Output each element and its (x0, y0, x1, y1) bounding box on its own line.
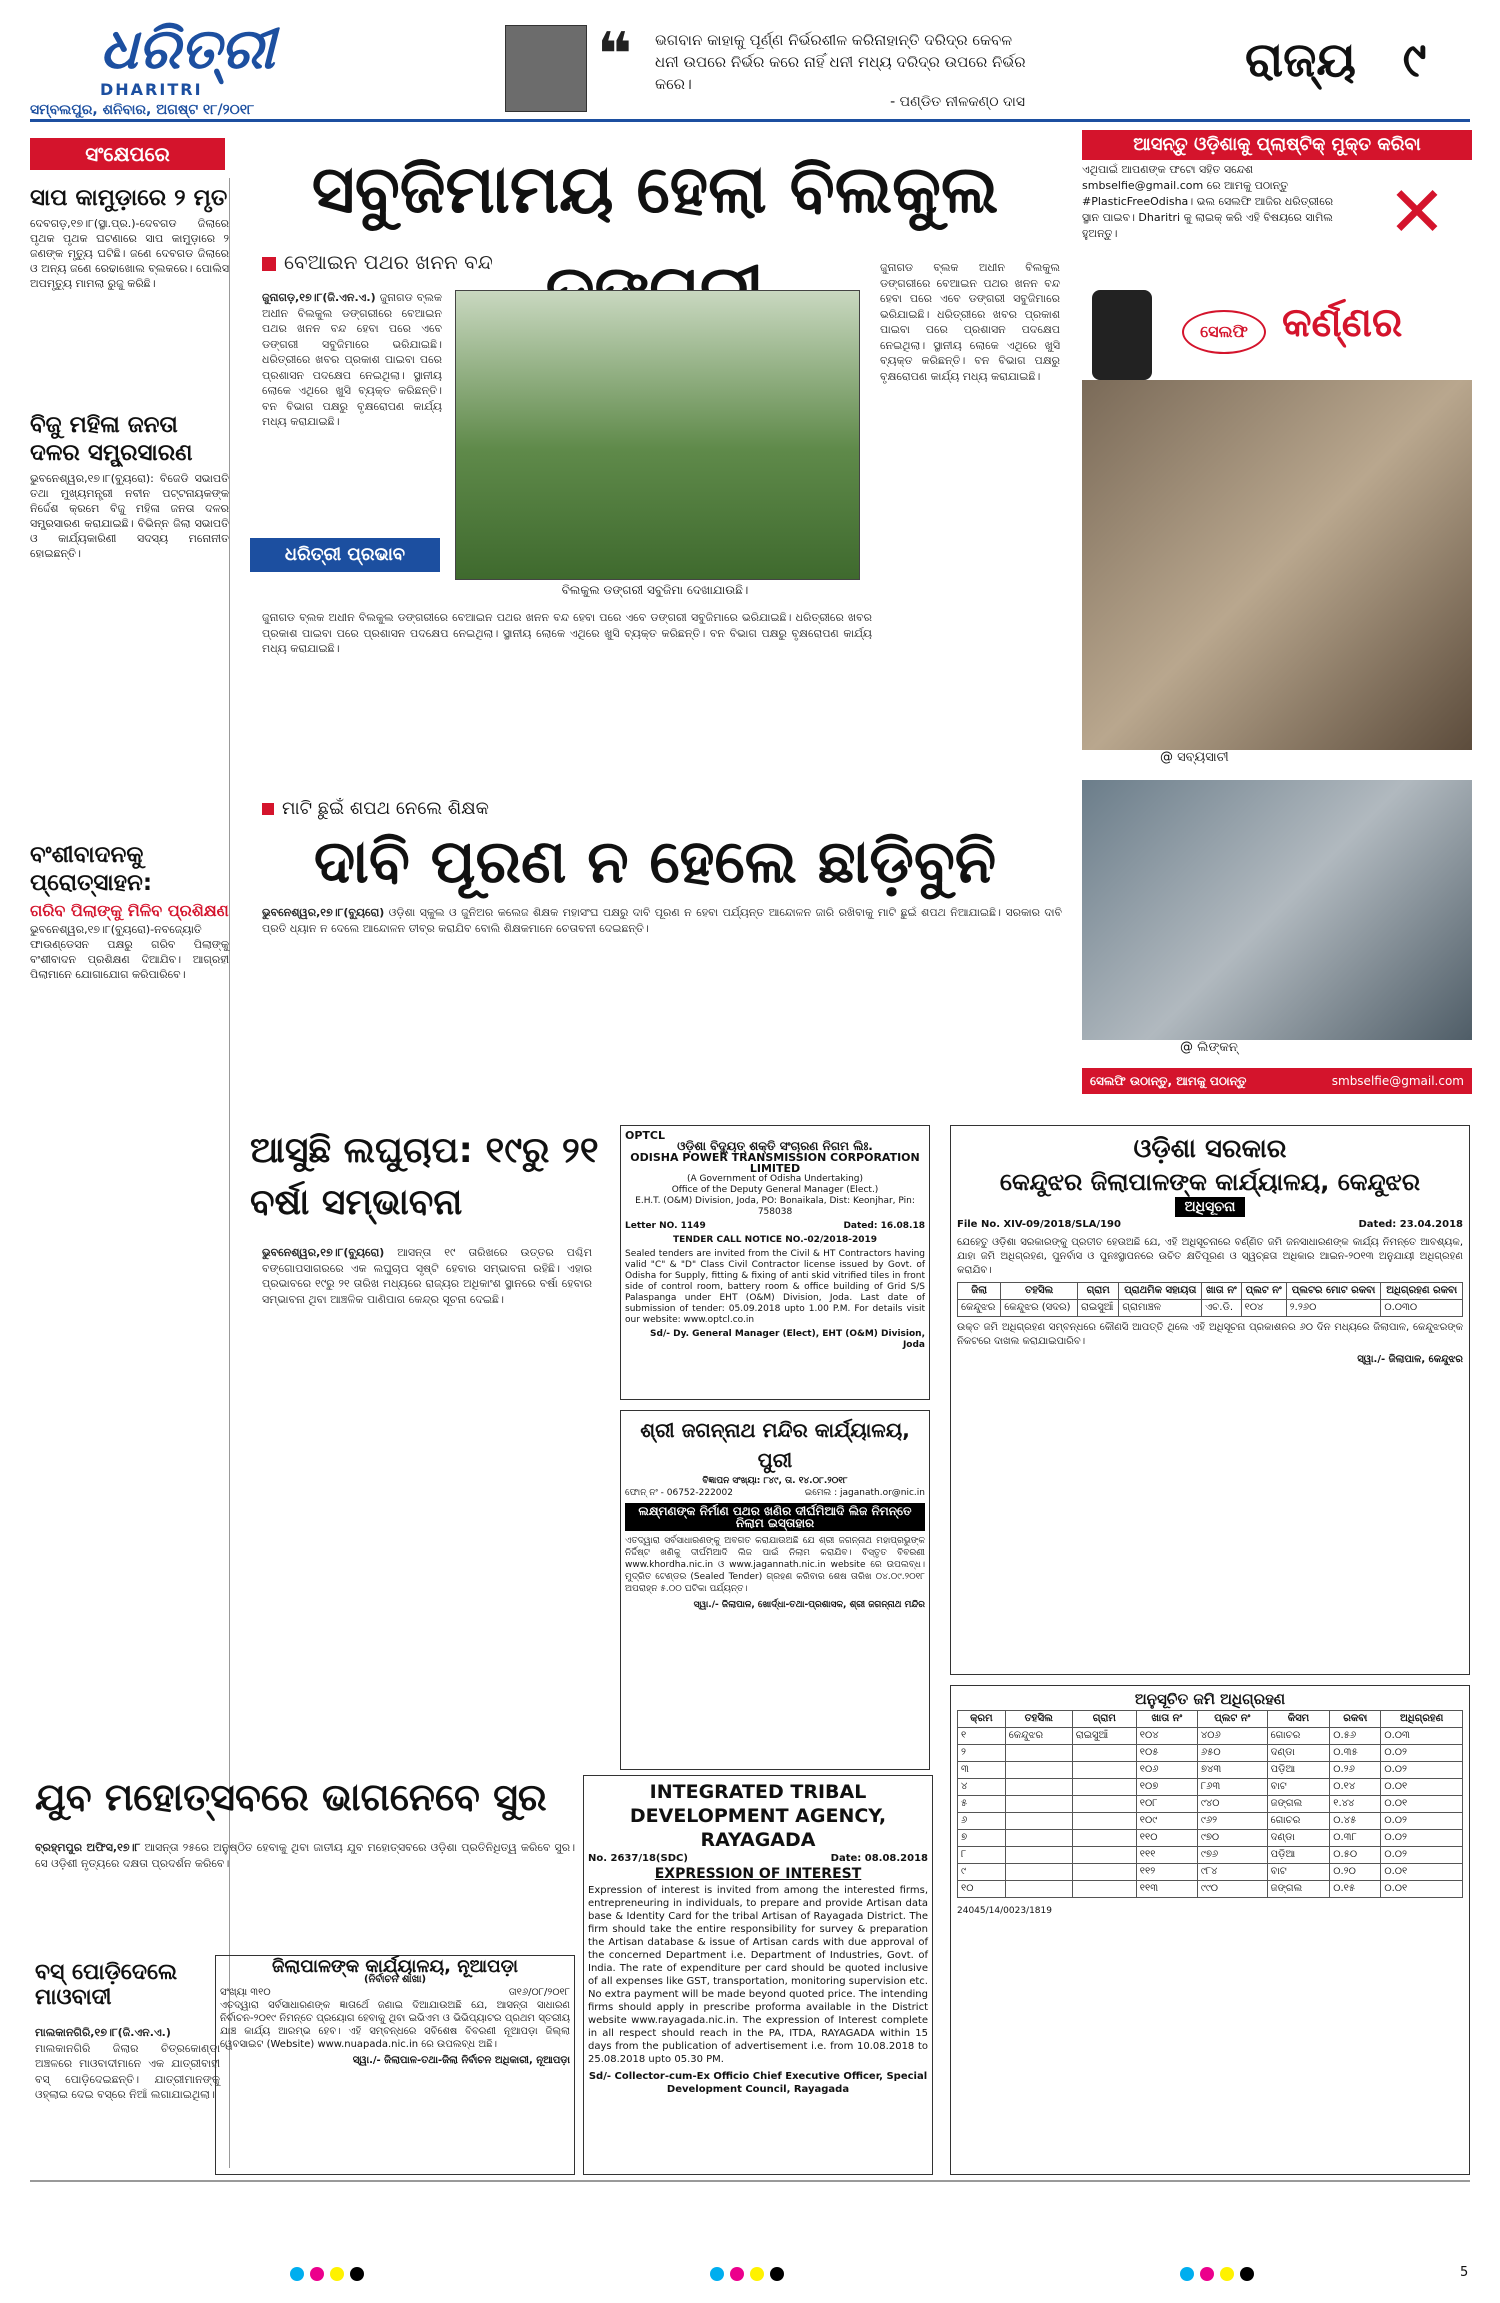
brief-3 (30, 841, 229, 982)
nuapada-no: ସଂଖ୍ୟା ୩୧୦ (220, 1987, 271, 1998)
keonjhar-notif: ଅଧିସୂଚନା (1175, 1197, 1246, 1217)
footer-page-number: 5 (1460, 2265, 1469, 2280)
optcl-logo: OPTCL (625, 1129, 665, 1142)
jagannath-body: ଏତଦ୍ୱାରା ସର୍ବସାଧାରଣଙ୍କୁ ଅବଗତ କରାଯାଉଅଛି ଯେ ଶ୍ରୀ ଜଗନ୍ନାଥ ମହାପ୍ରଭୁଙ୍କ ନିର୍ଦ୍ଦିଷ୍ଟ ଖଣିକୁ ଦୀର୍ଘମିଆଦି ଲିଜ ପାଇଁ ନିଲାମ କରାଯିବ। ବିସ୍ତୃତ ବିବରଣୀ www.khordha.nic.in ଓ www.jagannath.nic.in website ରେ ଉପଲବ୍ଧ। ମୁଦ୍ରିତ ଟେଣ୍ଡର (Sealed Tender) ଗ୍ରହଣ କରିବାର ଶେଷ ତାରିଖ ୦୪.୦୯.୨୦୧୮ ଅପରାହ୍ନ ୫.୦୦ ଘଟିକା ପର୍ଯ୍ୟନ୍ତ। (625, 1536, 925, 1594)
quote-icon: ❝ (597, 20, 633, 90)
cross-hands-icon: ✕ (1387, 171, 1447, 253)
nuapada-body: ଏତଦ୍ୱାରା ସର୍ବସାଧାରଣଙ୍କ ଜ୍ଞାତାର୍ଥେ ଜଣାଇ ଦିଆଯାଉଅଛି ଯେ, ଆସନ୍ତା ସାଧାରଣ ନିର୍ବାଚନ-୨୦୧୯ ନିମନ୍ତେ ପ୍ରୟୋଗ ହେବାକୁ ଥିବା ଇଭିଏମ ଓ ଭିଭିପ୍ୟାଟର ପ୍ରଥମ ସ୍ତରୀୟ ଯାଞ୍ଚ କାର୍ଯ୍ୟ ଆରମ୍ଭ ହେବ। ଏହି ସମ୍ବନ୍ଧରେ ସବିଶେଷ ବିବରଣୀ ନୂଆପଡ଼ା ଜିଲ୍ଲା ୱେବସାଇଟ (Website) www.nuapada.nic.in ରେ ଉପଲବ୍ଧ ଅଛି। (220, 2000, 570, 2050)
brief-1 (30, 184, 229, 291)
nuapada-date: ତା୧୬/୦୮/୨୦୧୮ (508, 1987, 570, 1998)
keonjhar-dated: Dated: 23.04.2018 (1358, 1219, 1463, 1230)
schedule-code: 24045/14/0023/1819 (957, 1906, 1052, 1916)
quote-box (505, 20, 1026, 110)
maoist-body: ମାଲକାନଗିରି,୧୭।୮(ଜି.ଏନ.ଏ.) ମାଲକାନଗିରି ଜିଲାର ଚିତ୍ରକୋଣ୍ଡା ଅଞ୍ଚଳରେ ମାଓବାଦୀମାନେ ଏକ ଯାତ୍ରୀବାହୀ ବସ୍ ପୋଡ଼ିଦେଇଛନ୍ତି। ଯାତ୍ରୀମାନଙ୍କୁ ଓହ୍ଲାଇ ଦେଇ ବସ୍‌ରେ ନିଆଁ ଲଗାଯାଇଥିଲା। (35, 2026, 220, 2101)
quote-author: - ପଣ୍ଡିତ ନୀଳକଣ୍ଠ ଦାସ (890, 94, 1025, 110)
page-number: ୯ (1402, 32, 1427, 88)
masthead-logo (100, 17, 275, 100)
brief-body: ଦେବଗଡ଼,୧୭।୮(ସ୍ଥା.ପ୍ର.)-ଦେବଗଡ ଜିଲାରେ ପୃଥକ ପୃଥକ ଘଟଣାରେ ସାପ କାମୁଡ଼ାରେ ୨ ଜଣଙ୍କ ମୃତ୍ୟୁ ଘଟିଛି। ଜଣେ ଦେବଗଡ ଜିଲାରେ ଓ ଅନ୍ୟ ଜଣେ ରେଢାଖୋଲ ବ୍ଲକରେ। ପୋଲିସ ଅପମୃତ୍ୟୁ ମାମଲା ରୁଜୁ କରିଛି। (30, 217, 229, 290)
selfie-tag: ସେଲଫି (1182, 310, 1266, 354)
optcl-subtitle: (A Government of Odisha Undertaking) (686, 1174, 864, 1184)
table-row: କେନ୍ଦୁଝର କେନ୍ଦୁଝର (ସଦର) ରାଇସୁଆଁ ଗ୍ରାମାଞ୍ଚଳ ଏଚ.ଡି. ୧୦୪ ୨.୨୬୦ ୦.୦୩୦ (958, 1300, 1463, 1317)
optcl-sign: Sd/- Dy. General Manager (Elect), EHT (O&M) Division, Joda (650, 1329, 925, 1350)
table-row: ୯ ୧୧୨ ୯୮୪ ବାଟ ୦.୨୦ ୦.୦୧ (958, 1864, 1463, 1881)
optcl-notice: TENDER CALL NOTICE NO.-02/2018-2019 (672, 1235, 878, 1245)
registration-marks (710, 2266, 790, 2282)
maoist-headline: ବସ୍ ପୋଡ଼ିଦେଲେ ମାଓବାଦୀ (35, 1960, 178, 2010)
story2-body: ଭୁବନେଶ୍ୱର,୧୭।୮(ବ୍ୟୁରୋ) ଓଡ଼ିଶା ସ୍କୁଲ ଓ ଜୁନିଅର କଲେଜ ଶିକ୍ଷକ ମହାସଂଘ ପକ୍ଷରୁ ଦାବି ପୂରଣ ନ ହେବା ପର୍ଯ୍ୟନ୍ତ ଆନ୍ଦୋଳନ ଜାରି ରଖିବାକୁ ମାଟି ଛୁଇଁ ଶପଥ ନିଆଯାଇଛି। ସରକାର ଦାବି ପ୍ରତି ଧ୍ୟାନ ନ ଦେଲେ ଆନ୍ଦୋଳନ ତୀବ୍ର କରାଯିବ ବୋଲି ଶିକ୍ଷକମାନେ ଚେତାବନୀ ଦେଇଛନ୍ତି। (262, 906, 1062, 935)
youth-headline: ଯୁବ ମହୋତ୍ସବରେ ଭାଗନେବେ ସୁର (35, 1775, 547, 1819)
itda-title: INTEGRATED TRIBAL DEVELOPMENT AGENCY, RAYAGADA (629, 1781, 887, 1851)
author-portrait (505, 25, 587, 112)
selfie-caption-2: @ ଲିଙ୍କନ୍ (1180, 1040, 1238, 1055)
logo-text: ଧରିତ୍ରୀ (100, 17, 275, 82)
section-header (1245, 20, 1475, 100)
keonjhar-ad (950, 1125, 1470, 1675)
optcl-title: ODISHA POWER TRANSMISSION CORPORATION LIMITED (630, 1151, 920, 1175)
phone-icon (1092, 290, 1152, 380)
brief-subhead: ଗରିବ ପିଲାଙ୍କୁ ମିଳିବ ପ୍ରଶିକ୍ଷଣ (30, 901, 229, 920)
lead-body-col1: ଜୁନାଗଡ଼,୧୭।୮(ଜି.ଏନ.ଏ.) ଜୁନାଗଡ ବ୍ଲକ ଅଧୀନ ବିଲକୁଲ ଡଙ୍ଗରୀରେ ବେଆଇନ ପଥର ଖନନ ବନ୍ଦ ହେବା ପରେ ଏବେ ଡଙ୍ଗରୀ ସବୁଜିମାରେ ଭରିଯାଇଛି। ଧରିତ୍ରୀରେ ଖବର ପ୍ରକାଶ ପାଇବା ପରେ ପ୍ରଶାସନ ପଦକ୍ଷେପ ନେଇଥିଲା। ସ୍ଥାନୀୟ ଲୋକେ ଏଥିରେ ଖୁସି ବ୍ୟକ୍ତ କରିଛନ୍ତି। ବନ ବିଭାଗ ପକ୍ଷରୁ ବୃକ୍ଷରୋପଣ କାର୍ଯ୍ୟ ମଧ୍ୟ କରାଯାଇଛି। (262, 291, 442, 428)
keonjhar-body: ଯେହେତୁ ଓଡ଼ିଶା ସରକାରଙ୍କୁ ପ୍ରତୀତ ହେଉଅଛି ଯେ, ଏହି ଅଧିସୂଚନାରେ ବର୍ଣ୍ଣିତ ଜମି ଜନସାଧାରଣଙ୍କ କାର୍ଯ୍ୟ ନିମନ୍ତେ ଆବଶ୍ୟକ, ଯାହା ଜମି ଅଧିଗ୍ରହଣ, ପୁନର୍ବାସ ଓ ପୁନଃସ୍ଥାପନରେ ଉଚିତ କ୍ଷତିପୂରଣ ଓ ସ୍ୱଚ୍ଛତା ଅଧିକାର ଆଇନ-୨୦୧୩ ଅନୁଯାୟୀ ଅଧିଗ୍ରହଣ କରାଯିବ। (957, 1237, 1463, 1276)
table-row: ୧ କେନ୍ଦୁଝର ରାଇସୁଆଁ ୧୦୪ ୪୦୬ ଗୋଚର ୦.୫୬ ୦.୦୩ (958, 1728, 1463, 1745)
lead-body-bottom: ଜୁନାଗଡ ବ୍ଲକ ଅଧୀନ ବିଲକୁଲ ଡଙ୍ଗରୀରେ ବେଆଇନ ପଥର ଖନନ ବନ୍ଦ ହେବା ପରେ ଏବେ ଡଙ୍ଗରୀ ସବୁଜିମାରେ ଭରିଯାଇଛି। ଧରିତ୍ରୀରେ ଖବର ପ୍ରକାଶ ପାଇବା ପରେ ପ୍ରଶାସନ ପଦକ୍ଷେପ ନେଇଥିଲା। ସ୍ଥାନୀୟ ଲୋକେ ଏଥିରେ ଖୁସି ବ୍ୟକ୍ତ କରିଛନ୍ତି। ବନ ବିଭାଗ ପକ୍ଷରୁ ବୃକ୍ଷରୋପଣ କାର୍ଯ୍ୟ ମଧ୍ୟ କରାଯାଇଛି। (262, 611, 872, 655)
brief-headline: ବଂଶୀବାଦନକୁ ପ୍ରୋତ୍ସାହନ: (30, 842, 153, 896)
table-row: ୭ ୧୧୦ ୯୭୦ ଦଣ୍ଡା ୦.୩୮ ୦.୦୨ (958, 1830, 1463, 1847)
keonjhar-sign: ସ୍ୱା./- ଜିଲାପାଳ, କେନ୍ଦୁଝର (1357, 1354, 1463, 1365)
optcl-letter: Letter NO. 1149 (625, 1221, 706, 1231)
optcl-dated: Dated: 16.08.18 (843, 1221, 925, 1231)
registration-marks (1180, 2266, 1260, 2282)
keonjhar-table: ଜିଲା ତହସିଲ ଗ୍ରାମ ପ୍ରାଥମିକ ସହାୟତା ଖାତା ନଂ ପ୍ଲଟ ନଂ ପ୍ଲଟର ମୋଟ ରକବା ଅଧିଗ୍ରହଣ ରକବା କେନ୍ଦୁଝର କେନ୍ଦୁଝର (ସଦର) ରାଇସୁଆଁ ଗ୍ରାମାଞ୍ଚଳ ଏଚ.ଡି. ୧୦୪ ୨.୨୬୦ ୦.୦୩୦ (957, 1282, 1463, 1317)
plastic-free-promo: ଏଥିପାଇଁ ଆପଣଙ୍କ ଫଟୋ ସହିତ ସନ୍ଦେଶ smbselfie@gmail.com ରେ ଆମକୁ ପଠାନ୍ତୁ #PlasticFreeOdisha। ଭଲ ସେଲଫି ଆଜିର ଧରିତ୍ରୀରେ ସ୍ଥାନ ପାଇବ। Dharitri କୁ ଲାଇକ୍ କରି ଏହି ବିଷୟରେ ସାମିଲ ହୁଅନ୍ତୁ। ✕ (1082, 162, 1472, 272)
keonjhar-schedule (950, 1685, 1470, 2175)
table-row: ୮ ୧୧୧ ୯୭୬ ପଡ଼ିଆ ୦.୫୦ ୦.୦୨ (958, 1847, 1463, 1864)
brief-headline: ସାପ କାମୁଡ଼ାରେ ୨ ମୃତ (30, 185, 228, 211)
lead-kicker: ବେଆଇନ ପଥର ଖନନ ବନ୍ଦ (262, 250, 662, 278)
lead-headline: ସବୁଜିମାମୟ ହେଲା ବିଲକୁଲ (311, 151, 999, 228)
selfie-corner-header (1082, 280, 1472, 380)
story2-headline: ଦାବି ପୂରଣ ନ ହେଲେ ଛାଡ଼ିବୁନି (313, 827, 997, 897)
quote-text: ଭଗବାନ କାହାକୁ ପୂର୍ଣ୍ଣ ନିର୍ଭରଶୀଳ କରିନାହାନ୍ତି ଦରିଦ୍ର କେବଳ ଧନୀ ଉପରେ ନିର୍ଭର କରେ ନାହିଁ ଧନୀ ମଧ୍ୟ ଦରିଦ୍ର ଉପରେ ନିର୍ଭର କରେ। (655, 31, 1026, 93)
itda-date: Date: 08.08.2018 (830, 1853, 928, 1864)
schedule-title: ଅନୁସୂଚିତ ଜମି ଅଧିଗ୍ରହଣ (1134, 1690, 1286, 1708)
hill-photo (455, 290, 860, 580)
weather-body: ଭୁବନେଶ୍ୱର,୧୭।୮(ବ୍ୟୁରୋ) ଆସନ୍ତା ୧୯ ତାରିଖରେ ଉତ୍ତର ପଶ୍ଚିମ ବଙ୍ଗୋପସାଗରରେ ଏକ ଲଘୁଚାପ ସୃଷ୍ଟି ହେବାର ସମ୍ଭାବନା ରହିଛି। ଏହାର ପ୍ରଭାବରେ ୧୯ରୁ ୨୧ ତାରିଖ ମଧ୍ୟରେ ରାଜ୍ୟର ଅଧିକାଂଶ ସ୍ଥାନରେ ବର୍ଷା ହେବାର ସମ୍ଭାବନା ଥିବା ଆଞ୍ଚଳିକ ପାଣିପାଗ କେନ୍ଦ୍ର ସୂଚନା ଦେଇଛି। (262, 1246, 593, 1306)
jagannath-title: ଶ୍ରୀ ଜଗନ୍ନାଥ ମନ୍ଦିର କାର୍ଯ୍ୟାଳୟ, ପୁରୀ (640, 1418, 910, 1472)
brief-headline: ବିଜୁ ମହିଳା ଜନତା ଦଳର ସମ୍ପ୍ରସାରଣ (30, 412, 193, 466)
table-row: ୨ ୧୦୫ ୬୫୦ ଦଣ୍ଡା ୦.୩୫ ୦.୦୨ (958, 1745, 1463, 1762)
keonjhar-gov: ଓଡ଼ିଶା ସରକାର (1133, 1134, 1287, 1164)
selfie-photo-2 (1082, 780, 1472, 1040)
briefs-tag: ସଂକ୍ଷେପରେ (30, 138, 225, 170)
table-row: ୩ ୧୦୬ ୭୪୩ ପଡ଼ିଆ ୦.୨୬ ୦.୦୨ (958, 1762, 1463, 1779)
registration-marks (290, 2266, 370, 2282)
optcl-ad (620, 1125, 930, 1400)
logo-subtext: DHARITRI (100, 80, 203, 99)
photo-caption: ବିଲକୁଲ ଡଙ୍ଗରୀ ସବୁଜିମା ଦେଖାଯାଉଛି। (561, 583, 749, 597)
nuapada-title: ଜିଲାପାଳଙ୍କ କାର୍ଯ୍ୟାଳୟ, ନୂଆପଡ଼ା (271, 1956, 519, 1977)
keonjhar-title: କେନ୍ଦୁଝର ଜିଲାପାଳଙ୍କ କାର୍ଯ୍ୟାଳୟ, କେନ୍ଦୁଝର (999, 1168, 1421, 1196)
lead-body-col3: ଜୁନାଗଡ ବ୍ଲକ ଅଧୀନ ବିଲକୁଲ ଡଙ୍ଗରୀରେ ବେଆଇନ ପଥର ଖନନ ବନ୍ଦ ହେବା ପରେ ଏବେ ଡଙ୍ଗରୀ ସବୁଜିମାରେ ଭରିଯାଇଛି। ଧରିତ୍ରୀରେ ଖବର ପ୍ରକାଶ ପାଇବା ପରେ ପ୍ରଶାସନ ପଦକ୍ଷେପ ନେଇଥିଲା। ସ୍ଥାନୀୟ ଲୋକେ ଏଥିରେ ଖୁସି ବ୍ୟକ୍ତ କରିଛନ୍ତି। ବନ ବିଭାଗ ପକ୍ଷରୁ ବୃକ୍ଷରୋପଣ କାର୍ଯ୍ୟ ମଧ୍ୟ କରାଯାଇଛି। (880, 261, 1060, 383)
itda-ad (583, 1775, 933, 2175)
optcl-odia: ଓଡ଼ିଶା ବିଦ୍ୟୁତ୍ ଶକ୍ତି ସଂଚାରଣ ନିଗମ ଲିଃ. (677, 1139, 873, 1153)
nuapada-sign: ସ୍ୱା./- ଜିଲାପାଳ-ତଥା-ଜିଲା ନିର୍ବାଚନ ଅଧିକାରୀ, ନୂଆପଡ଼ା (352, 2055, 570, 2066)
itda-body: Expression of interest is invited from among the interested firms, entrepreneuring in individuals, to prepare and provide Artisan data base & Identity Card for the tribal Artisan of Rayagada District. The firm should take the entire responsibility for survey & preparation the Artisan database & issue of Artisan cards with due approval of the concerned Department i.e. Department of Industries, Govt. of India. The rate of expenditure per card should be quoted inclusive of all expenses like GST, transportation, monitoring supervision etc. No extra payment will be made beyond quoted price. The intending firms should apply in prescribe proforma available in the District website www.rayagada.nic.in. The expression of Interest complete in all respect should reach in the PA, ITDA, RAYAGADA within 15 days from the publication of advertisement i.e. from 10.08.2018 to 25.08.2018 upto 05.30 PM. (588, 1885, 928, 2065)
optcl-address: E.H.T. (O&M) Division, Joda, PO: Bonaikala, Dist: Keonjhar, Pin: 758038 (635, 1196, 915, 1217)
nuapada-sub: (ନିର୍ବାଚନ ଶାଖା) (363, 1974, 427, 1985)
itda-heading: EXPRESSION OF INTEREST (654, 1866, 862, 1882)
table-row: ୧୦ ୧୧୩ ୯୯୦ ଜଙ୍ଗଲ ୦.୧୫ ୦.୦୧ (958, 1881, 1463, 1898)
table-row: ୬ ୧୦୯ ୯୬୨ ଗୋଚର ୦.୪୫ ୦.୦୨ (958, 1813, 1463, 1830)
weather-headline: ଆସୁଛି ଲଘୁଚାପ: ୧୯ରୁ ୨୧ ବର୍ଷା ସମ୍ଭାବନା (250, 1130, 599, 1223)
brief-body: ଭୁବନେଶ୍ୱର,୧୭।୮(ବ୍ୟୁରୋ)-ନବଜ୍ୟୋତି ଫାଉଣ୍ଡେସନ ପକ୍ଷରୁ ଗରିବ ପିଲାଙ୍କୁ ବଂଶୀବାଦନ ପ୍ରଶିକ୍ଷଣ ଦିଆଯିବ। ଆଗ୍ରହୀ ପିଲାମାନେ ଯୋଗାଯୋଗ କରିପାରିବେ। (30, 923, 229, 981)
keonjhar-file: File No. XIV-09/2018/SLA/190 (957, 1219, 1121, 1230)
table-row: ୫ ୧୦୮ ୯୪୦ ଜଙ୍ଗଲ ୧.୪୪ ୦.୦୧ (958, 1796, 1463, 1813)
selfie-caption-1: @ ସବ୍ୟସାଚୀ (1160, 750, 1229, 765)
brief-body: ଭୁବନେଶ୍ୱର,୧୭।୮(ବ୍ୟୁରୋ): ବିଜେଡି ସଭାପତି ତଥା ମୁଖ୍ୟମନ୍ତ୍ରୀ ନବୀନ ପଟ୍ଟନାୟକଙ୍କ ନିର୍ଦ୍ଦେଶ କ୍ରମେ ବିଜୁ ମହିଳା ଜନତା ଦଳର ସମ୍ପ୍ରସାରଣ କରାଯାଇଛି। ବିଭିନ୍ନ ଜିଲା ସଭାପତି ଓ କାର୍ଯ୍ୟକାରିଣୀ ସଦସ୍ୟ ମନୋନୀତ ହୋଇଛନ୍ତି। (30, 472, 229, 560)
selfie-photo-1 (1082, 380, 1472, 750)
itda-no: No. 2637/18(SDC) (588, 1853, 688, 1864)
jagannath-phone: ଫୋନ୍ ନଂ - 06752-222002 (625, 1488, 733, 1498)
optcl-office: Office of the Deputy General Manager (Elect.) (671, 1185, 879, 1195)
nuapada-ad (215, 1955, 575, 2175)
plastic-free-banner: ଆସନ୍ତୁ ଓଡ଼ିଶାକୁ ପ୍ଲାଷ୍ଟିକ୍ ମୁକ୍ତ କରିବା (1082, 130, 1472, 160)
jagannath-sign: ସ୍ୱା./- ଜିଲାପାଳ, ଖୋର୍ଦ୍ଧା-ତଥା-ପ୍ରଶାସକ, ଶ୍ରୀ ଜଗନ୍ନାଥ ମନ୍ଦିର (693, 1600, 925, 1610)
jagannath-email: ଇମେଲ : jaganath.or@nic.in (804, 1488, 925, 1498)
impact-tag: ଧରିତ୍ରୀ ପ୍ରଭାବ (250, 538, 440, 572)
selfie-corner-title: କର୍ଣ୍ଣର (1282, 300, 1403, 346)
itda-sign: Sd/- Collector-cum-Ex Officio Chief Executive Officer, Special Development Council, Rayagada (588, 2071, 928, 2095)
keonjhar-body2: ଉକ୍ତ ଜମି ଅଧିଗ୍ରହଣ ସମ୍ବନ୍ଧରେ କୌଣସି ଆପତ୍ତି ଥିଲେ ଏହି ଅଧିସୂଚନା ପ୍ରକାଶନର ୬୦ ଦିନ ମଧ୍ୟରେ ଜିଲାପାଳ, କେନ୍ଦୁଝରଙ୍କ ନିକଟରେ ଦାଖଲ କରାଯାଇପାରିବ। (957, 1322, 1463, 1347)
jagannath-subject: ଲକ୍ଷ୍ମଣଙ୍କ ନିର୍ମାଣ ପଥର ଖଣିର ଦୀର୍ଘମିଆଦି ଲିଜ ନିମନ୍ତେ ନିଲାମ ଇସ୍ତାହାର (625, 1503, 925, 1531)
optcl-body: Sealed tenders are invited from the Civil & HT Contractors having valid "C" & "D" Class Civil Contractor license issued by Govt. of Odisha for Supply, fitting & fixing of anti skid vitrified tiles in front side of control room, battery room & office building of Grid S/S Palaspanga under EHT (O&M) Division, Joda. Last date of submission of tender: 05.09.2018 upto 1.00 P.M. For details visit our website: www.optcl.co.in (625, 1249, 925, 1325)
jagannath-ad (620, 1410, 930, 1770)
youth-body: ବ୍ରହ୍ମପୁର ଅଫିସ,୧୭।୮ ଆସନ୍ତା ୨୫ରେ ଅନୁଷ୍ଠିତ ହେବାକୁ ଥିବା ଜାତୀୟ ଯୁବ ମହୋତ୍ସବରେ ଓଡ଼ିଶା ପ୍ରତିନିଧିତ୍ୱ କରିବେ ସୁର। ସେ ଓଡ଼ିଶୀ ନୃତ୍ୟରେ ଦକ୍ଷତା ପ୍ରଦର୍ଶନ କରିବେ। (35, 1841, 576, 1870)
footer-divider (30, 2180, 1470, 2182)
jagannath-ref: ବିଜ୍ଞାପନ ସଂଖ୍ୟା: ୮୪୯, ତା. ୧୪.୦୮.୨୦୧୮ (702, 1476, 848, 1486)
brief-2 (30, 411, 229, 561)
story2-kicker: ମାଟି ଛୁଇଁ ଶପଥ ନେଲେ ଶିକ୍ଷକ (262, 795, 662, 821)
table-row: ୪ ୧୦୭ ୮୬୩ ବାଟ ୦.୧୪ ୦.୦୧ (958, 1779, 1463, 1796)
section-name: ରାଜ୍ୟ (1245, 32, 1356, 88)
schedule-table: କ୍ରମ ତହସିଲ ଗ୍ରାମ ଖାତା ନଂ ପ୍ଲଟ ନଂ କିସମ ରକବା ଅଧିଗ୍ରହଣ ୧ କେନ୍ଦୁଝର ରାଇସୁଆଁ ୧୦୪ ୪୦୬ ଗୋଚର ୦.୫୬ ୦.୦୩ ୨ ୧୦୫ ୬୫୦ ଦଣ୍ଡା ୦.୩୫ ୦.୦୨ ୩ ୧୦୬ ୭୪୩ ପଡ଼ିଆ ୦.୨୬ ୦.୦୨ ୪ ୧୦୭ ୮୬୩ ବାଟ ୦.୧୪ ୦.୦୧ ୫ ୧୦୮ ୯୪୦ ଜଙ୍ଗଲ ୧.୪୪ ୦.୦୧ ୬ ୧୦୯ ୯୬୨ ଗୋଚର ୦.୪୫ ୦.୦୨ ୭ ୧୧୦ ୯୭୦ ଦଣ୍ଡା ୦.୩୮ ୦.୦୨ ୮ ୧୧୧ ୯୭୬ ପଡ଼ିଆ ୦.୫୦ ୦.୦୨ ୯ ୧୧୨ ୯୮୪ ବାଟ ୦.୨୦ ୦.୦୧ ୧୦ ୧୧୩ ୯୯୦ ଜଙ୍ଗଲ ୦.୧୫ ୦.୦୧ (957, 1710, 1463, 1898)
dateline: ସମ୍ବଲପୁର, ଶନିବାର, ଅଗଷ୍ଟ ୧୮/୨୦୧୮ (30, 102, 1470, 122)
selfie-footer: ସେଲଫି ଉଠାନ୍ତୁ, ଆମକୁ ପଠାନ୍ତୁ smbselfie@gmail.com (1082, 1068, 1472, 1094)
